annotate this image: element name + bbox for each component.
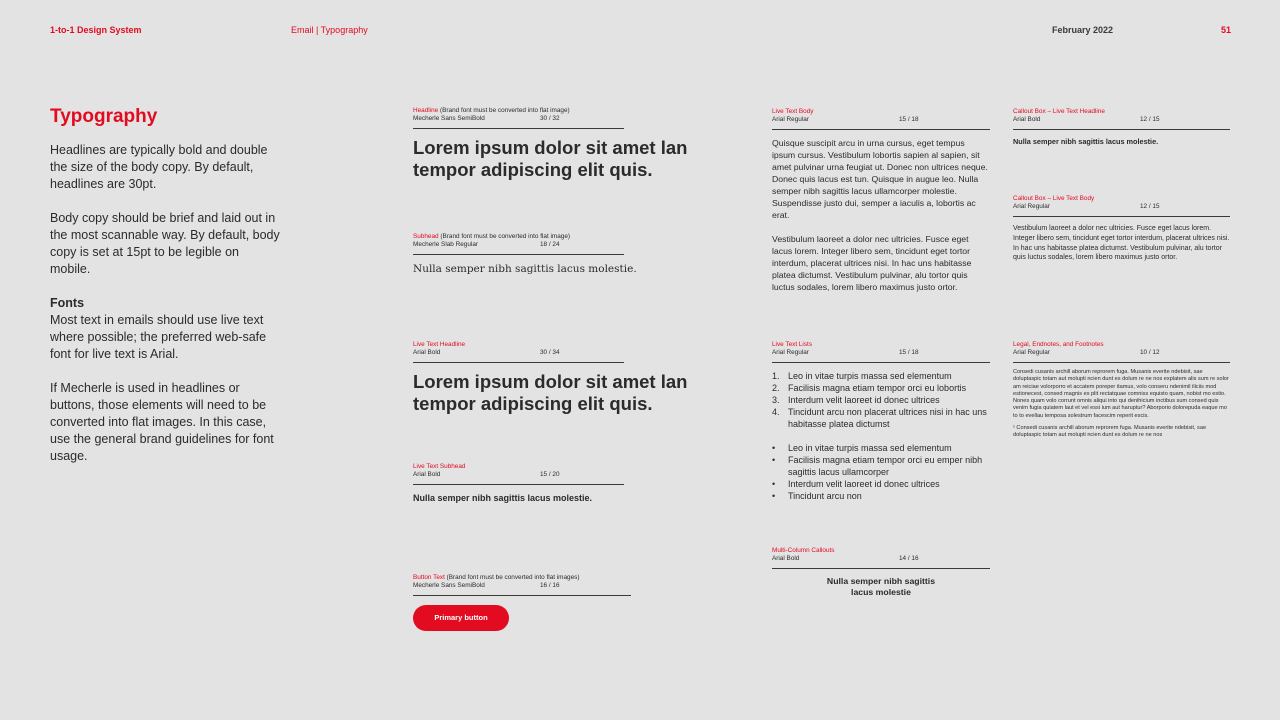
spec-live-body	[772, 108, 990, 293]
bulleted-list	[772, 442, 990, 502]
spec-label: Live Text Subhead	[413, 463, 466, 470]
spec-multi-column	[772, 547, 990, 598]
intro-column	[50, 106, 280, 482]
body-paragraph: Quisque suscipit arcu in urna cursus, eget tempus ipsum cursus. Vestibulum lobortis sapien al sapien, sit amet pulvinar urna feugiat ut. Donec non ultrices neque. Donec quis lacus est tun. Quisque in augue leo. Nulla semper nibh sagittis lacus ullamcorper molestie. Suspendisse justo dui, semper a iaculis a, lobortis ac erat.	[772, 138, 988, 220]
divider	[413, 362, 624, 363]
spec-size: 15 / 18	[899, 349, 919, 356]
primary-button[interactable]: Primary button	[413, 605, 509, 631]
list-item: 1. Leo in vitae turpis massa sed elementum	[772, 371, 952, 381]
divider	[1013, 216, 1230, 217]
footnote: ¹ Consedi cusanis archill aborum reprorem fuga. Musanis everite ndebisit, sae doluptaspic totam aut molupti ncien dunt es dolum re ne nos	[1013, 425, 1207, 439]
live-subhead-sample: Nulla semper nibh sagittis lacus molestie.	[413, 493, 593, 503]
spec-label: Callout Box – Live Text Headline	[1013, 108, 1105, 115]
doc-title: 1-to-1 Design System	[50, 25, 142, 35]
spec-live-subhead	[413, 463, 624, 503]
divider	[413, 128, 624, 129]
spec-label: Live Text Lists	[772, 341, 813, 348]
spec-legal	[1013, 341, 1230, 440]
spec-size: 14 / 16	[899, 555, 919, 562]
spec-label: Headline	[413, 107, 439, 114]
list-item: • Leo in vitae turpis massa sed elementum	[772, 443, 952, 453]
legal-paragraph: Consedi cusanis archill aborum reprorem fuga. Musanis everite ndebisit, sae doluptaspic totam aut molupti ncien dunt es dolum re ne nos explatem alis sum re solor am reiciae volorporro et accatem poreper itamus, volo conseru ndenimil iliciis mod estionecest, consed magnis es plit rectatquae comniss equisto quam, nobist mo estio. Nones quam volo corrunt omnis aliqui into qui denihicium inctibus sum consed quis venim fugia quiatem laut et vel essi ium aut haruptur? Aborporio dolorepuda eaque mo to to evellau temposa solestrum facescim reperit escis.	[1013, 369, 1229, 419]
list-item: • Facilisis magna etiam tempor orci eu emper nibh sagittis lacus ullamcorper	[772, 455, 983, 477]
spec-label: Live Text Body	[772, 108, 814, 115]
multi-column-sample: Nulla semper nibh sagittis lacus molestie	[826, 576, 936, 597]
spec-font: Arial Bold	[413, 349, 441, 356]
fonts-heading: Fonts	[50, 296, 85, 310]
subhead-sample: Nulla semper nibh sagittis lacus molestie.	[413, 263, 637, 275]
callout-body-sample: Vestibulum laoreet a dolor nec ultricies. Fusce eget lacus lorem. Integer libero sem, tincidunt eget tortor interdum, placerat ultrices nisi. In hac uns habitasse platea dictumst. Vestibulum pulvinar, alu tortor quis luctus sodales, lorem libero maximus justo ortor.	[1013, 225, 1230, 262]
spec-label: Button Text	[413, 574, 445, 581]
list-item: 2. Facilisis magna etiam tempor orci eu lobortis	[772, 383, 967, 393]
spec-size: 12 / 15	[1140, 203, 1160, 210]
spec-font: Mecherle Sans SemiBold	[413, 582, 485, 589]
spec-note: (Brand font must be converted into flat image)	[440, 233, 571, 240]
spec-font: Arial Bold	[1013, 116, 1041, 123]
spec-font: Arial Bold	[413, 471, 441, 478]
spec-font: Arial Regular	[772, 116, 809, 123]
divider	[413, 484, 624, 485]
spec-label: Multi-Column Callouts	[772, 547, 835, 554]
spec-font: Mecherle Slab Regular	[413, 241, 479, 248]
intro-paragraph: Most text in emails should use live text where possible; the preferred web-safe font for live text is Arial.	[50, 313, 267, 361]
divider	[413, 595, 631, 596]
spec-callout-headline	[1013, 108, 1230, 146]
spec-size: 10 / 12	[1140, 349, 1160, 356]
spec-size: 15 / 20	[540, 471, 560, 478]
page-title: Typography	[50, 106, 158, 127]
divider	[772, 362, 990, 363]
spec-size: 30 / 32	[540, 115, 560, 122]
spec-label: Subhead	[413, 233, 439, 240]
spec-font: Mecherle Sans SemiBold	[413, 115, 485, 122]
list-item: • Interdum velit laoreet id donec ultrices	[772, 479, 940, 489]
list-item: 4. Tincidunt arcu non placerat ultrices nisi in hac uns habitasse platea dictumst	[772, 407, 987, 429]
intro-paragraph: Body copy should be brief and laid out in the most scannable way. By default, body copy is set at 15pt to be legible on mobile.	[50, 211, 280, 276]
spec-note: (Brand font must be converted into flat image)	[440, 107, 570, 114]
spec-size: 18 / 24	[540, 241, 560, 248]
spec-live-headline	[413, 341, 688, 415]
spec-subhead	[413, 233, 637, 275]
list-item: • Tincidunt arcu non	[772, 491, 862, 501]
ordered-list	[772, 370, 990, 430]
spec-size: 15 / 18	[899, 116, 919, 123]
body-paragraph: Vestibulum laoreet a dolor nec ultricies. Fusce eget lacus lorem. Integer libero sem, tincidunt eget tortor interdum, placerat ultrices nisi. In hac uns habitasse platea dictumst. Vestibulum pulvinar, alu tortor quis luctus sodales, lorem libero maximus justo ortor.	[772, 234, 972, 292]
spec-note: (Brand font must be converted into flat images)	[446, 574, 580, 581]
spec-font: Arial Regular	[1013, 349, 1050, 356]
spec-label: Callout Box – Live Text Body	[1013, 195, 1095, 202]
callout-headline-sample: Nulla semper nibh sagittis lacus molestie.	[1013, 137, 1159, 146]
divider	[772, 129, 990, 130]
headline-sample: Lorem ipsum dolor sit amet lan tempor adipiscing elit quis.	[413, 137, 688, 180]
spec-font: Arial Regular	[1013, 203, 1050, 210]
spec-label: Legal, Endnotes, and Footnotes	[1013, 341, 1104, 348]
page-number: 51	[1221, 25, 1232, 35]
spec-font: Arial Regular	[772, 349, 809, 356]
spec-size: 30 / 34	[540, 349, 560, 356]
spec-font: Arial Bold	[772, 555, 800, 562]
spec-size: 16 / 16	[540, 582, 560, 589]
intro-paragraph: If Mecherle is used in headlines or buttons, those elements will need to be converted into flat images. In this case, use the general brand guidelines for font usage.	[50, 381, 274, 463]
live-headline-sample: Lorem ipsum dolor sit amet lan tempor adipiscing elit quis.	[413, 371, 688, 414]
spec-button-text	[413, 574, 631, 631]
divider	[1013, 129, 1230, 130]
spec-live-lists	[772, 341, 990, 502]
spec-callout-body	[1013, 195, 1230, 263]
spec-headline	[413, 107, 688, 181]
divider	[413, 254, 624, 255]
list-item: 3. Interdum velit laoreet id donec ultrices	[772, 395, 940, 405]
spec-size: 12 / 15	[1140, 116, 1160, 123]
divider	[772, 568, 990, 569]
intro-paragraph: Headlines are typically bold and double the size of the body copy. By default, headlines are 30pt.	[50, 143, 268, 191]
spec-label: Live Text Headline	[413, 341, 466, 348]
date-label: February 2022	[1052, 25, 1114, 35]
divider	[1013, 362, 1230, 363]
section-label: Email | Typography	[291, 25, 368, 35]
